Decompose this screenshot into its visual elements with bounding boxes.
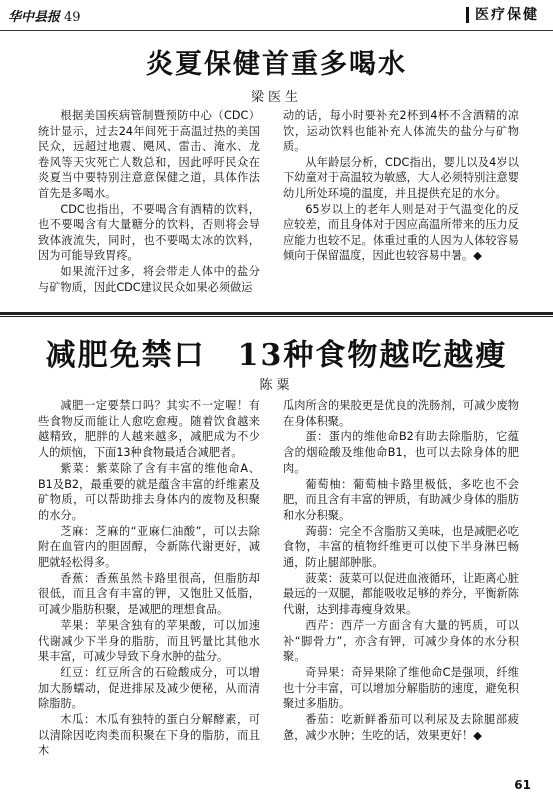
- section-label: [466, 4, 539, 24]
- section-name: 医疗保健: [475, 7, 539, 23]
- article2-paragraph: 奇异果：奇异果除了维他命C是强项，纤维也十分丰富，可以增加分解脂肪的速度，避免积聚过多脂肪。: [283, 665, 519, 711]
- article1-paragraph: 动的话，每小时要补充2杯到4杯不含酒精的凉饮，运动饮料也能补充人体流失的盐分与矿物质。: [283, 109, 519, 154]
- article1-paragraph: CDC也指出，不要喝含有酒精的饮料，也不要喝含有大量糖分的饮料，否则将会导致体液流失，同时，也不要喝太冰的饮料，因为可能导致胃疼。: [38, 202, 260, 263]
- article-divider-thin: [0, 316, 553, 317]
- article1-paragraph: 根据美国疾病管制暨预防中心（CDC）统计显示，过去24年间死于高温过热的美国民众，远超过地震、飓风、雷击、淹水、龙卷风等天灾死亡人数总和，因此呼吁民众在炎夏当中要特别注意意保健之道，具体作法首先是多喝水。: [38, 109, 260, 200]
- article2-column-right: [283, 398, 519, 743]
- header-rule: [0, 30, 553, 31]
- article2-paragraph: 番茄：吃新鲜番茄可以利尿及去除腿部疲惫，减少水肿；生吃的话，效果更好！◆: [283, 713, 519, 742]
- article2-paragraph: 菠菜：菠菜可以促进血液循环，让距离心脏最远的一双腿，都能吸收足够的养分，平衡新陈代谢，达到排毒瘦身效果。: [283, 571, 519, 617]
- article2-paragraph: 红豆：红豆所含的石硷酸成分，可以增加大肠蠕动，促进排尿及减少便秘，从而清除脂肪。: [38, 665, 260, 711]
- article2-paragraph: 蒟蒻：完全不含脂肪又美味，也是减肥必吃食物，丰富的植物纤维更可以使下半身淋巴畅通，防止腿部肿胀。: [283, 524, 519, 570]
- article2-author: 陈粟: [259, 378, 294, 393]
- article1-paragraph: 如果流汗过多，将会带走人体中的盐分与矿物质，因此CDC建议民众如果必须做运: [38, 264, 260, 294]
- page-header: [0, 0, 553, 34]
- article2-paragraph: 瓜肉所含的果胶更是优良的洗肠剂，可减少废物在身体积聚。: [283, 399, 519, 428]
- article2-paragraph: 香蕉：香蕉虽然卡路里很高，但脂肪却很低，而且含有丰富的钾，又饱肚又低脂，可减少脂肪积聚，是减肥的理想食品。: [38, 571, 260, 617]
- article2-paragraph: 减肥一定要禁口吗？其实不一定喔！有些食物反而能让人愈吃愈瘦。随着饮食越来越精致，肥胖的人越来越多，减肥成为不少人的烦恼，下面13种食物最适合减肥者。: [38, 399, 260, 460]
- article1-paragraph: 从年龄层分析，CDC指出，婴儿以及4岁以下幼童对于高温较为敏感，大人必须特别注意婴幼儿所处环境的温度，并且提供充足的水分。: [283, 155, 519, 200]
- article1-column-right: [283, 108, 519, 264]
- article1-column-left: [38, 108, 260, 295]
- article2-paragraph: 西芹：西芹一方面含有大量的钙质，可以补“脚骨力”，亦含有钾，可减少身体的水分积聚。: [283, 618, 519, 664]
- article2-paragraph: 紫菜：紫菜除了含有丰富的维他命A、B1及B2，最重要的就是蕴含丰富的纤维素及矿物质，可以帮助排去身体内的废物及积聚的水分。: [38, 461, 260, 522]
- page-number: 61: [514, 778, 531, 792]
- section-bar: [466, 7, 469, 23]
- magazine-masthead: [8, 6, 81, 25]
- article1-paragraph: 65岁以上的老年人则是对于气温变化的反应较差，而且身体对于因应高温所带来的压力反应能力也较不足。体重过重的人因为人体较容易倾向于保留温度，因此也较容易中暑。◆: [283, 202, 519, 263]
- magazine-name: 华中县报: [8, 10, 61, 25]
- article2-paragraph: 木瓜：木瓜有独特的蛋白分解酵素，可以清除因吃肉类而积聚在下身的脂肪，而且木: [38, 713, 260, 758]
- article2-paragraph: 芝麻：芝麻的“亚麻仁油酸”，可以去除附在血管内的胆固醇，令新陈代谢更好，减肥就轻松得多。: [38, 524, 260, 570]
- article2-paragraph: 葡萄柚：葡萄柚卡路里极低，多吃也不会肥，而且含有丰富的钾质，有助减少身体的脂肪和水分积聚。: [283, 477, 519, 522]
- header-page-number: 49: [64, 10, 81, 25]
- article2-title: 减肥免禁口 13种食物越吃越瘦: [45, 338, 508, 373]
- article-divider-thick: [0, 312, 553, 315]
- article1-author: 梁医生: [250, 90, 302, 105]
- article2-paragraph: 蛋：蛋内的维他命B2有助去除脂肪，它蕴含的烟硷酸及维他命B1，也可以去除身体的肥肉。: [283, 430, 519, 475]
- article1-title: 炎夏保健首重多喝水: [146, 49, 407, 80]
- article2-paragraph: 苹果：苹果含独有的苹果酸，可以加速代谢减少下半身的脂肪，而且钙量比其他水果丰富，可减少导致下身水肿的盐分。: [38, 618, 260, 664]
- article2-column-left: [38, 398, 260, 759]
